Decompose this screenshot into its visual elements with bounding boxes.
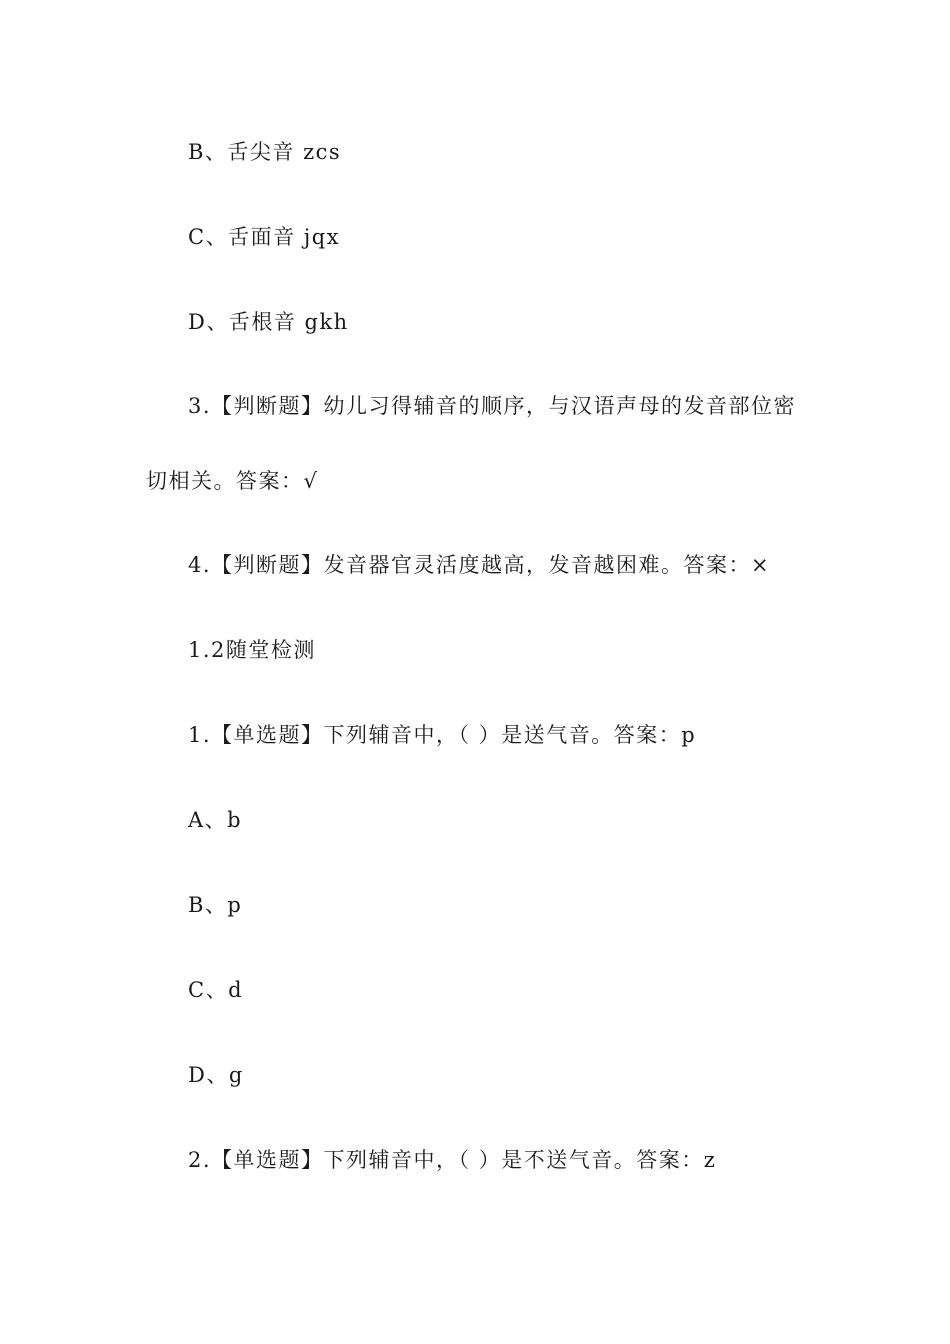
section-heading: 1.2随堂检测 [188, 638, 316, 662]
option-b-line: B、舌尖音 zcs [188, 140, 342, 164]
option-c-line: C、舌面音 jqx [188, 225, 341, 249]
option-c-line-2: C、d [188, 978, 244, 1002]
question-2-line: 2.【单选题】下列辅音中，（ ）是不送气音。答案：z [188, 1148, 717, 1172]
question-3-line: 3.【判断题】幼儿习得辅音的顺序，与汉语声母的发音部位密 [188, 394, 797, 418]
question-1-line: 1.【单选题】下列辅音中，（ ）是送气音。答案：p [188, 723, 697, 747]
question-3-continuation: 切相关。答案：√ [146, 469, 319, 493]
option-d-line-2: D、g [188, 1063, 244, 1087]
option-d-line: D、舌根音 gkh [188, 310, 349, 334]
option-b-line-2: B、p [188, 893, 243, 917]
option-a-line: A、b [188, 808, 243, 832]
question-4-line: 4.【判断题】发音器官灵活度越高，发音越困难。答案：× [188, 553, 771, 577]
